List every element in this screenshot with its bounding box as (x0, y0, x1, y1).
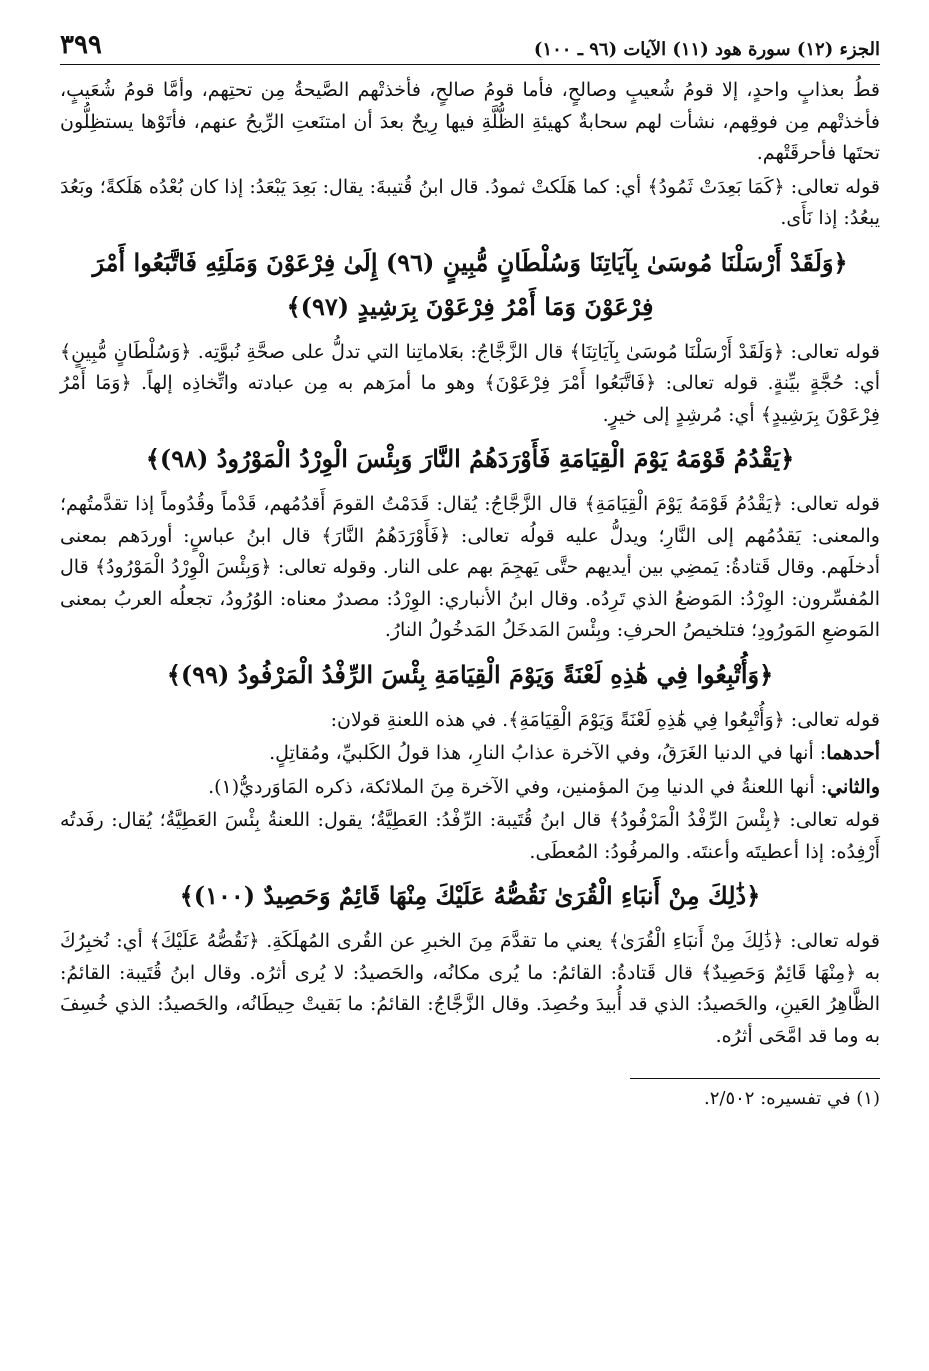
commentary-paragraph: قوله تعالى: ﴿بِئْسَ الرِّفْدُ الْمَرْفُودُ﴾ قال ابنُ قُتَيبة: الرِّفْدُ: العَطِيَّةُ؛ يقول: اللعنةُ بِئْسَ العَطِيَّةُ؛ يُقال: رفَدتُه أَرْفِدُه: إذا أعطيتَه وأعنتَه. والمرفُودُ: المُعطَى. (60, 809, 880, 863)
commentary-paragraph: قطُ بعذابٍ واحدٍ، إلا قومُ شُعيبٍ وصالحٍ، فأما قومُ صالحٍ، فأخذتْهم الصَّيحةُ مِن تحتِهم، وأمَّا قومُ شُعَيبٍ، فأخذتْهم مِن فوقِهم، نشأت لهم سحابةٌ كهيئةِ الظُّلَّةِ فيها رِيحٌ بعدَ أن امتنَعتِ الرِّيحُ عنهم، فأتَوْها يستظِلُّون تحتَها فأحرقَتْهم. (60, 79, 880, 164)
page-header (60, 30, 880, 65)
quran-verse: ﴿وَأُتْبِعُوا فِي هَٰذِهِ لَعْنَةً وَيَوْمَ الْقِيَامَةِ بِئْسَ الرِّفْدُ الْمَرْفُودُ (٩٩)﴾ (166, 659, 774, 689)
commentary-paragraph: قوله تعالى: ﴿وَلَقَدْ أَرْسَلْنَا مُوسَىٰ بِآيَاتِنَا﴾ قال الزَّجَّاجُ: بعَلاماتِنا التي تدلُّ على صحَّةِ نُبوَّتِه. ﴿وَسُلْطَانٍ مُّبِينٍ﴾ أي: حُجَّةٍ بيِّنةٍ. قوله تعالى: ﴿فَاتَّبَعُوا أَمْرَ فِرْعَوْنَ﴾ وهو ما أمرَهم به مِن عبادته واتِّخاذِه إلهاً. ﴿وَمَا أَمْرُ فِرْعَوْنَ بِرَشِيدٍ﴾ أي: مُرشِدٍ إلى خيرٍ. (60, 340, 880, 426)
commentary-paragraph (60, 772, 880, 804)
opinion-text: : أنها في الدنيا الغَرَقُ، وفي الآخرة عذابُ النارِ، هذا قولُ الكَلبيِّ، ومُقاتِلٍ. (269, 742, 827, 764)
quran-verse: ﴿ذَٰلِكَ مِنْ أَنبَاءِ الْقُرَىٰ نَقُصُّهُ عَلَيْكَ مِنْهَا قَائِمٌ وَحَصِيدٌ (١٠٠)﴾ (179, 881, 761, 910)
commentary-paragraph (60, 738, 880, 770)
commentary-paragraph: قوله تعالى: ﴿يَقْدُمُ قَوْمَهُ يَوْمَ الْقِيَامَةِ﴾ قال الزَّجَّاجُ: يُقال: قَدَمْتُ القومَ أَقدُمُهم، قَدْماً وقُدُوماً إذا تقدَّمتُهم؛ والمعنى: يَقدُمُهم إلى النَّارِ؛ ويدلُّ عليه قولُه تعالى: ﴿فَأَوْرَدَهُمُ النَّارَ﴾ قال ابنُ عباسٍ: أوردَهم بمعنى أدخلَهم. وقال قَتادةُ: يَمضِي بين أيديهم حتَّى يَهجِمَ بهم على النار. وقوله تعالى: ﴿وَبِئْسَ الْوِرْدُ الْمَوْرُودُ﴾ قال المُفسِّرون: الوِرْدُ: المَوضعُ الذي تَرِدُه. وقال ابنُ الأنباري: الوِرْدُ: مصدرٌ معناه: الوُرُودُ، تجعلُه العربُ بمعنى المَوضعِ المَورُودِ؛ فتلخيصُ الحرفِ: وبِئْسَ المَدخَلُ المَدخُولُ النارُ. (60, 493, 880, 641)
running-title: الجزء (١٢) سورة هود (١١) الآيات (٩٦ ـ ١٠٠) (533, 39, 880, 60)
opinion-label: أحدهما (826, 742, 880, 764)
page-number: ٣٩٩ (60, 30, 102, 60)
opinion-label: والثاني (827, 775, 880, 798)
commentary-paragraph: قوله تعالى: ﴿وَأُتْبِعُوا فِي هَٰذِهِ لَعْنَةً وَيَوْمَ الْقِيَامَةِ﴾. في هذه اللعنةِ قولان: (330, 708, 880, 731)
book-page (60, 30, 880, 1340)
opinion-text: : أنها اللعنةُ في الدنيا مِنَ المؤمنين، وفي الآخرة مِنَ الملائكة، ذكره المَاوَرديُّ(١). (208, 775, 828, 798)
page-body (60, 75, 880, 1052)
quran-verse: ﴿يَقْدُمُ قَوْمَهُ يَوْمَ الْقِيَامَةِ فَأَوْرَدَهُمُ النَّارَ وَبِئْسَ الْوِرْدُ الْمَوْرُودُ (٩٨)﴾ (145, 444, 795, 473)
commentary-paragraph: قوله تعالى: ﴿ذَٰلِكَ مِنْ أَنبَاءِ الْقُرَىٰ﴾ يعني ما تقدَّمَ مِنَ الخبرِ عن القُرى المُهلَكَةِ. ﴿نَقُصُّهُ عَلَيْكَ﴾ أي: نُخبِرُكَ به ﴿مِنْهَا قَائِمٌ وَحَصِيدٌ﴾ قال قَتادةُ: القائمُ: ما يُرى مكانُه، والحَصيدُ: لا يُرى أثرُه. وقال ابنُ قُتَيبة: القائمُ: الظَّاهِرُ العَينِ، والحَصيدُ: الذي قد أُبيدَ وحُصِدَ. وقال الزَّجَّاجُ: القائمُ: ما بَقيتْ حِيطَانُه، والحَصيدُ: الذي خُسِفَ به وما قد امَّحَى أثرُه. (60, 930, 880, 1047)
quran-verse: ﴿وَلَقَدْ أَرْسَلْنَا مُوسَىٰ بِآيَاتِنَا وَسُلْطَانٍ مُّبِينٍ (٩٦) إِلَىٰ فِرْعَوْنَ وَمَلَئِهِ فَاتَّبَعُوا أَمْرَ فِرْعَوْنَ وَمَا أَمْرُ فِرْعَوْنَ بِرَشِيدٍ (٩٧)﴾ (92, 247, 848, 321)
footnote-divider (630, 1078, 880, 1079)
commentary-paragraph: قوله تعالى: ﴿كَمَا بَعِدَتْ ثَمُودُ﴾ أي: كما هَلَكتْ ثمودُ. قال ابنُ قُتيبةَ: يقال: بَعِدَ يَبْعَدُ: إذا كان بُعْدُه هَلَكةً؛ وبَعُدَ يبعُدُ: إذا نَأَى. (60, 175, 880, 229)
footnote: (١) في تفسيره: ٢/٥٠٢. (703, 1088, 880, 1109)
